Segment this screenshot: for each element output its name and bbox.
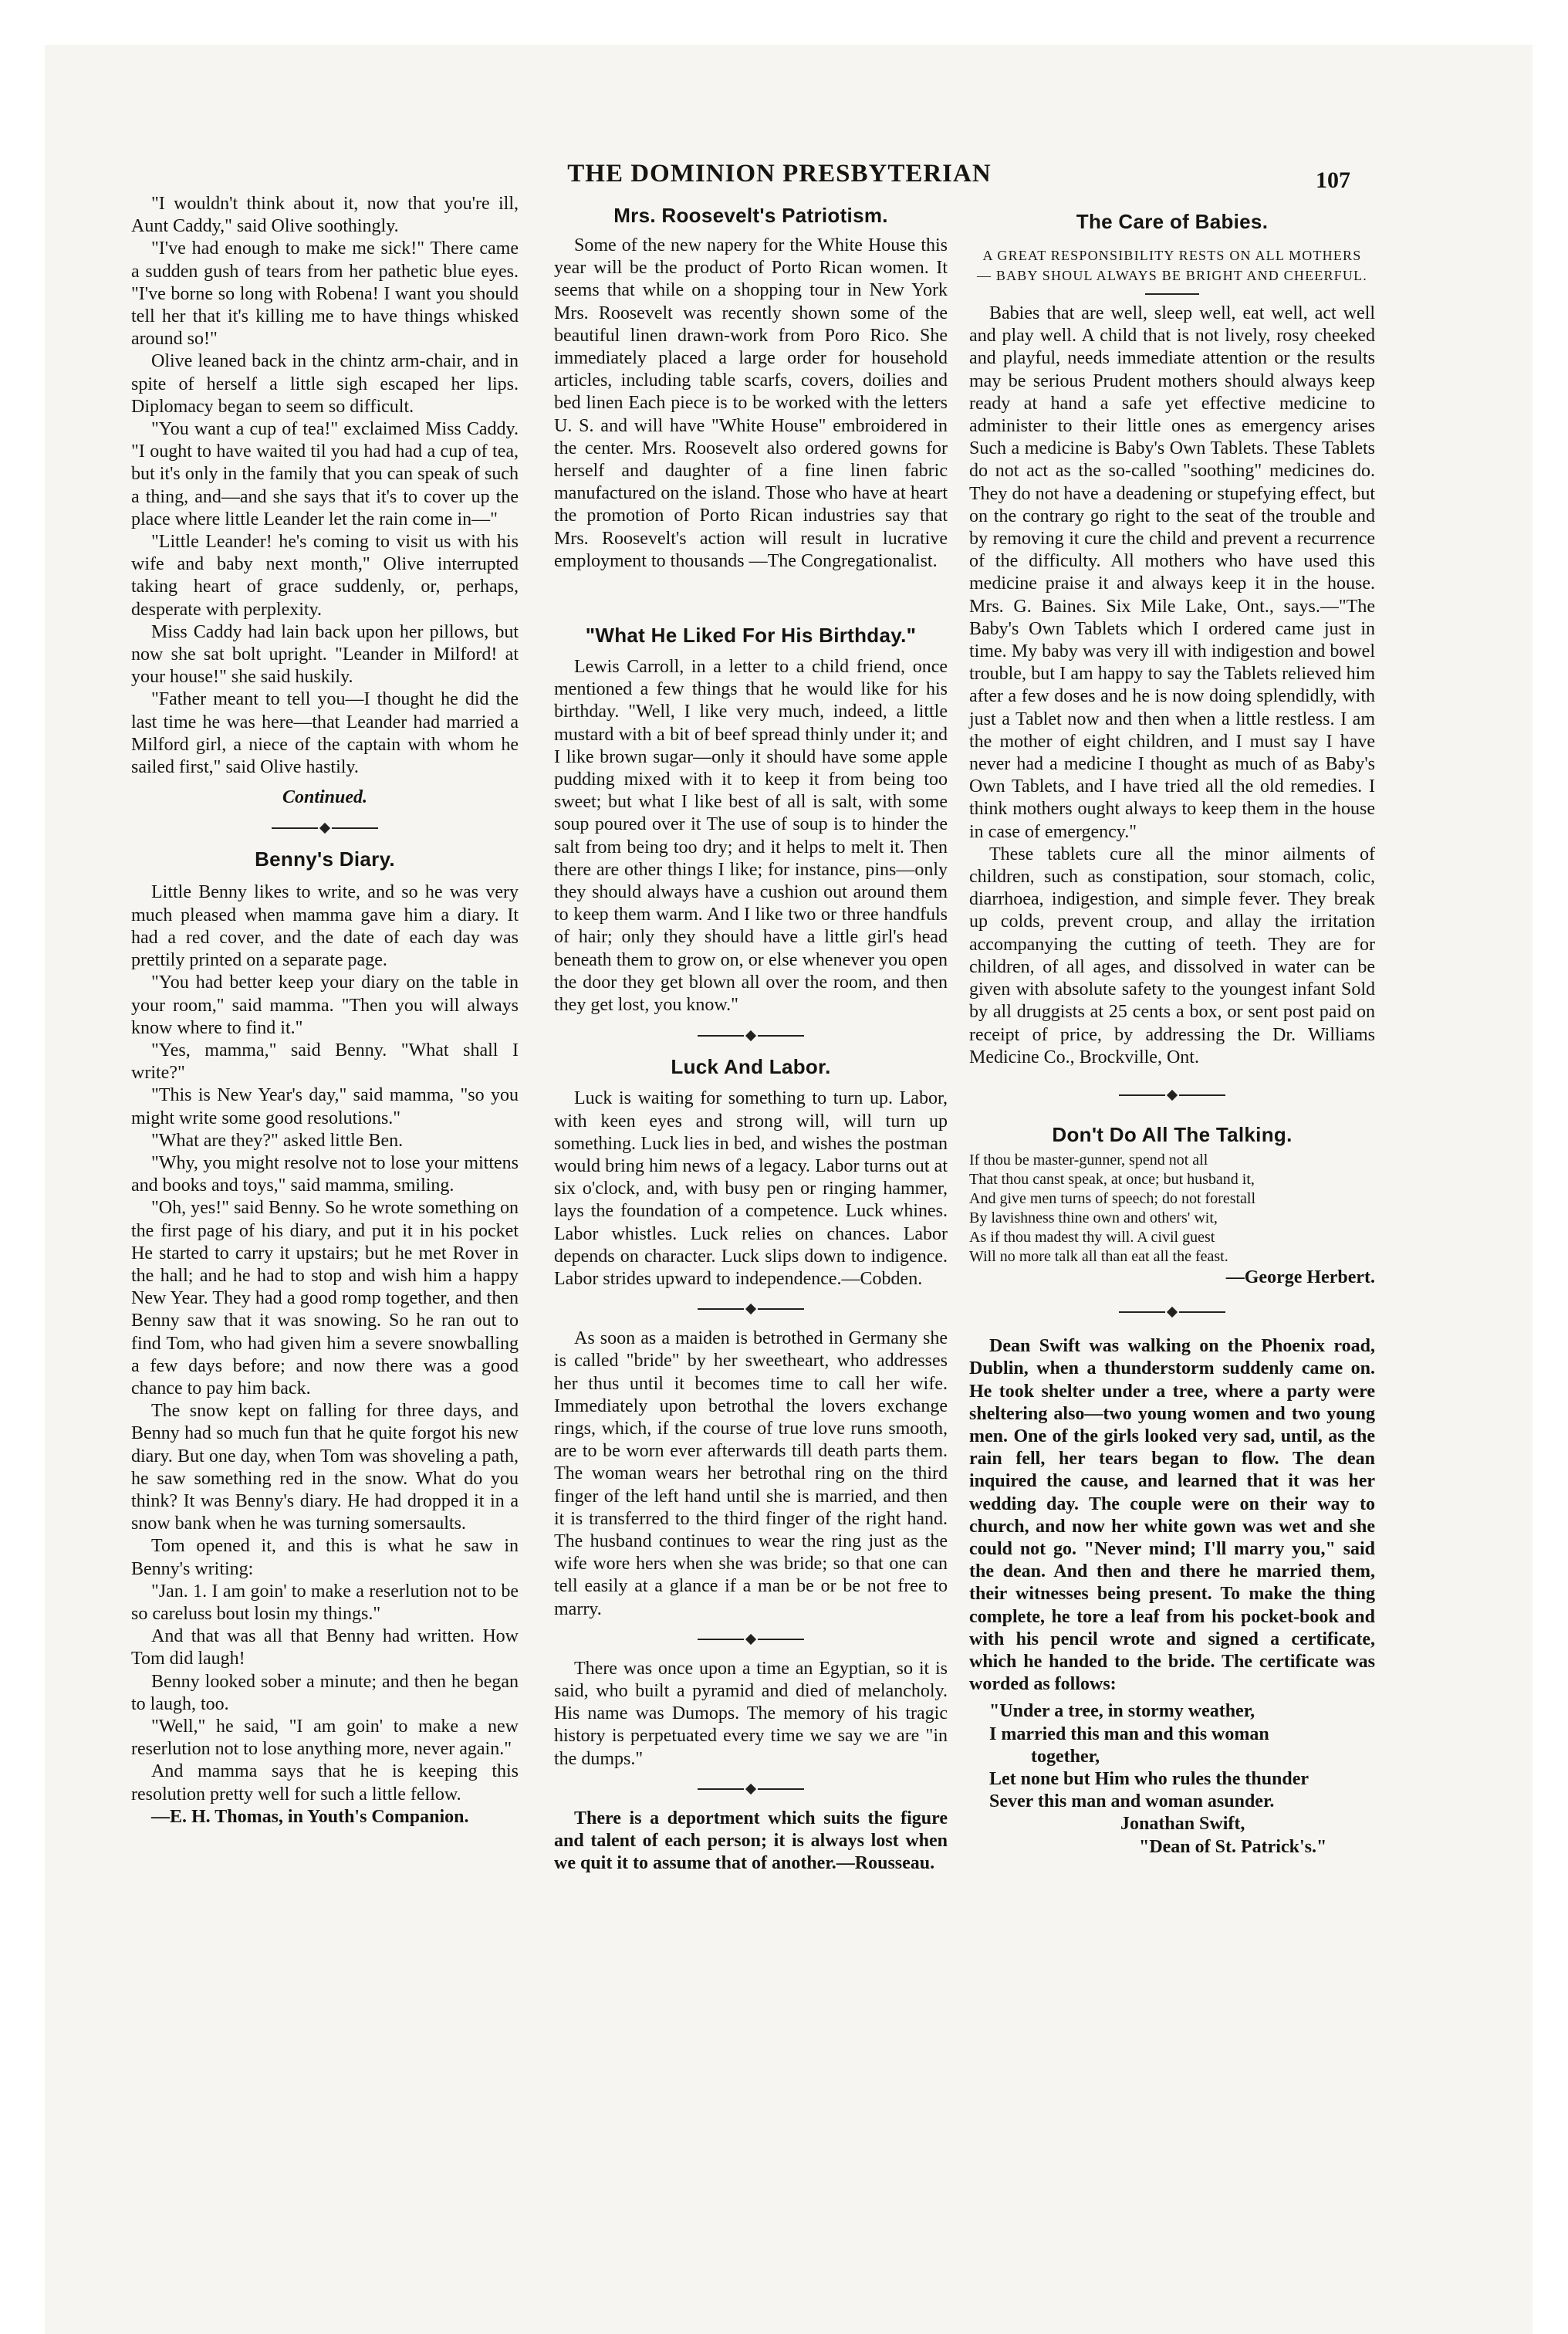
poem-credit: —George Herbert. [1225,1267,1375,1287]
section-ornament [131,820,519,835]
poem-line: That thou canst speak, at once; but husband it, [969,1170,1255,1188]
scan-margin-top [0,0,1568,45]
article-paragraph: Babies that are well, sleep well, eat well, act well and play well. A child that is not lively, rosy cheeked and playful, needs immediate attention or the results may be serious Prudent mothers should always keep ready at hand a safe yet effective medicine to administer to their little ones as emergency arises Such a medicine is Baby's Own Tablets. These Tablets do not act as the so-called "soothing" medicines do. They do not have a deadening or stupefying effect, but on the contrary go right to the seat of the trouble and by removing it cure the child and prevent a recurrence of the difficulty. All mothers who have used this medicine praise it and always keep it in the house. Mrs. G. Baines. Six Mile Lake, Ont., says.—"The Baby's Own Tablets which I ordered came just in time. My baby was very ill with indigestion and bowel trouble, but I am happy to say the Tablets relieved him after a few doses and he is now doing splendidly, with just a Tablet now and then when a little restless. I am the mother of eight children, and I must say I have never had a medicine I thought as much of as Baby's Own Tablets, and I have tried all the old remedies. I think mothers ought always to keep them in the house in case of emergency." [969,303,1375,842]
article-title-roosevelt: Mrs. Roosevelt's Patriotism. [613,204,888,227]
article-paragraph: "This is New Year's day," said mamma, "so you might write some good resolutions." [131,1085,519,1128]
verse-line: I married this man and this woman [989,1723,1269,1744]
section-ornament [969,1304,1375,1320]
divider [1145,293,1199,295]
verse-line: Sever this man and woman asunder. [989,1791,1275,1812]
article-subtitle: A GREAT RESPONSIBILITY RESTS ON ALL MOTHERS — BABY SHOUL ALWAYS BE BRIGHT AND CHEERFUL. [977,248,1367,283]
story-paragraph: "I wouldn't think about it, now that you're ill, Aunt Caddy," said Olive soothingly. [131,194,519,237]
article-title-bennys-diary: Benny's Diary. [255,847,395,871]
verse-signature: Jonathan Swift, [1120,1814,1245,1835]
article-paragraph: These tablets cure all the minor ailments of children, such as constipation, sour stomach, colic, diarrhoea, indigestion, and simple fever. They break up colds, prevent croup, and allay the irritation accompanying the cutting of teeth. They are for children, of all ages, and dissolved in water can be given with absolute safety to the youngest infant Sold by all druggists at 25 cents a box, or sent post paid on receipt of price, by addressing the Dr. Williams Medicine Co., Brockville, Ont. [969,844,1375,1067]
verse-line: together, [1031,1746,1100,1767]
column-middle [554,202,948,1875]
article-paragraph: There is a deportment which suits the figure and talent of each person; it is always lost when we quit it to assume that of another.—Rousseau. [554,1808,948,1874]
article-paragraph: Little Benny likes to write, and so he was very much pleased when mamma gave him a diary. It had a red cover, and the date of each day was prettily printed on a separate page. [131,882,519,971]
article-paragraph: The snow kept on falling for three days, and Benny had so much fun that he quite forgot his new diary. But one day, when Tom was shoveling a path, he saw something red in the snow. What do you think? It was Benny's diary. He had dropped it in a snow bank when he was turning somersaults. [131,1401,519,1534]
verse-line: Let none but Him who rules the thunder [989,1768,1309,1789]
poem-line: As if thou madest thy will. A civil guest [969,1228,1215,1246]
page-title: THE DOMINION PRESBYTERIAN [567,160,992,188]
verse-signature: "Dean of St. Patrick's." [1139,1836,1327,1857]
article-paragraph: "Oh, yes!" said Benny. So he wrote something on the first page of his diary, and put it in his pocket He started to carry it upstairs; but he met Rover in the hall; and he had to stop and wish him a happy New Year. They had a good romp together, and then Benny saw that it was snowing. So he ran out to find Tom, who had given him a severe snowballing a few days before; and now there was a good chance to pay him back. [131,1198,519,1399]
article-paragraph: Luck is waiting for something to turn up. Labor, with keen eyes and strong will, will turn up something. Luck lies in bed, and wishes the postman would bring him news of a legacy. Labor turns out at six o'clock, and, with busy pen or ringing hammer, lays the foundation of a competence. Luck whines. Labor whistles. Luck relies on chances. Labor depends on character. Luck slips down to indigence. Labor strides upward to independence.—Cobden. [554,1088,948,1289]
column-right [969,208,1375,1859]
poem-line: If thou be master-gunner, spend not all [969,1151,1208,1169]
article-paragraph: And that was all that Benny had written. How Tom did laugh! [131,1626,519,1669]
article-paragraph: As soon as a maiden is betrothed in Germany she is called "bride" by her sweetheart, who addresses her thus until it becomes time to call her wife. Immediately upon betrothal the lovers exchange rings, which, if the course of true love runs smooth, are to be worn ever afterwards till death parts them. The woman wears her betrothal ring on the third finger of the left hand until she is married, and then it is transferred to the third finger of the right hand. The husband continues to wear the ring just as the wife wore hers when she was bride; so that one can tell easily at a glance if a man be or be not free to marry. [554,1328,948,1619]
article-title-birthday: "What He Liked For His Birthday." [585,624,917,648]
poem-line: And give men turns of speech; do not forestall [969,1189,1256,1207]
certificate-verse [969,1700,1375,1858]
article-paragraph: "You had better keep your diary on the table in your room," said mamma. "Then you will always know where to find it." [131,972,519,1038]
section-ornament [554,1301,948,1317]
article-paragraph: Dean Swift was walking on the Phoenix road, Dublin, when a thunderstorm suddenly came on. He took shelter under a tree, where a party were sheltering also—two young women and two young men. One of the girls looked very sad, until, as the rain fell, her tears began to flow. The dean inquired the cause, and learned that it was her wedding day. The couple were on their way to church, and now her white gown was wet and she could not go. "Never mind; I'll marry you," said the dean. And then and there he married them, their witnesses being present. To make the thing complete, he tore a leaf from his pocket-book and with his pencil wrote and signed a certificate, which he handed to the bride. The certificate was worded as follows: [969,1336,1375,1695]
article-paragraph: There was once upon a time an Egyptian, so it is said, who built a pyramid and died of melancholy. His name was Dumops. The memory of his tragic history is perpetuated every time we say we are "in the dumps." [554,1658,948,1769]
poem-line: Will no more talk all than eat all the feast. [969,1247,1228,1265]
article-paragraph: Tom opened it, and this is what he saw in Benny's writing: [131,1536,519,1579]
article-title-dont-do-all-the-talking: Don't Do All The Talking. [1052,1122,1293,1146]
article-credit: —E. H. Thomas, in Youth's Companion. [151,1806,469,1827]
section-ornament [554,1027,948,1043]
page-number: 107 [1316,167,1350,193]
scan-margin-right [1533,0,1568,2334]
article-paragraph: And mamma says that he is keeping this resolution pretty well for such a little fellow. [131,1761,519,1805]
section-ornament [969,1088,1375,1103]
article-paragraph: "Why, you might resolve not to lose your mittens and books and toys," said mamma, smiling. [131,1152,519,1196]
story-paragraph: "Little Leander! he's coming to visit us with his wife and baby next month," Olive interrupted taking heart of grace suddenly, or, perhaps, desperate with perplexity. [131,532,519,620]
story-paragraph: "You want a cup of tea!" exclaimed Miss Caddy. "I ought to have waited til you had had a cup of tea, but it's only in the family that you can speak of such a thing, and—and she says that it's to cover up the place where little Leander let the rain come in—" [131,419,519,529]
section-ornament [554,1781,948,1797]
story-paragraph: "I've had enough to make me sick!" There came a sudden gush of tears from her pathetic blue eyes. "I've borne so long with Robena! I want you should tell her that it's killing me to have things whisked around so!" [131,238,519,350]
continued-note: Continued. [282,787,368,808]
story-paragraph: Olive leaned back in the chintz arm-chair, and in spite of herself a little sigh escaped her lips. Diplomacy began to seem so difficult. [131,351,519,417]
poem [969,1151,1375,1267]
article-paragraph: "Yes, mamma," said Benny. "What shall I write?" [131,1040,519,1084]
column-left [131,193,519,1828]
story-paragraph: Miss Caddy had lain back upon her pillows, but now she sat bolt upright. "Leander in Milford! at your house!" she said huskily. [131,621,519,688]
poem-line: By lavishness thine own and others' wit, [969,1209,1218,1226]
scan-margin-left [0,0,45,2334]
article-paragraph: Some of the new napery for the White House this year will be the product of Porto Rican women. It seems that while on a shopping tour in New York Mrs. Roosevelt was recently shown some of the beautiful linen drawn-work from Poro Rico. She immediately placed a large order for household articles, including table scarfs, covers, doilies and bed linen Each piece is to be worked with the letters U. S. and will have "White House" embroidered in the center. Mrs. Roosevelt also ordered gowns for herself and daughter of a fine linen fabric manufactured on the island. Those who have at heart the promotion of Porto Rican industries say that Mrs. Roosevelt's action will result in lucrative employment to thousands —The Congregationalist. [554,235,948,571]
story-paragraph: "Father meant to tell you—I thought he did the last time he was here—that Leander had married a Milford girl, a niece of the captain with whom he sailed first," said Olive hastily. [131,689,519,778]
article-paragraph: "What are they?" asked little Ben. [151,1130,404,1151]
article-paragraph: "Jan. 1. I am goin' to make a reserlution not to be so careluss bout losin my things." [131,1581,519,1624]
article-paragraph: Lewis Carroll, in a letter to a child friend, once mentioned a few things that he would like for his birthday. "Well, I like very much, indeed, a little mustard with a bit of beef spread thinly under it; and I like brown sugar—only it should have some apple pudding mixed with it to keep it from being too sweet; but what I like best of all is salt, with some soup poured over it The use of soup is to hinder the salt from being too dry; and it helps to melt it. Then there are other things I like; for instance, pins—only they should always have a cushion out around them to keep them warm. And I like two or three handfuls of hair; only they should have a little girl's head beneath them to grow on, or else whenever you open the door they get blown all over the room, and then they get lost, you know." [554,657,948,1016]
article-title-care-of-babies: The Care of Babies. [1076,210,1269,233]
section-ornament [554,1632,948,1647]
article-paragraph: "Well," he said, "I am goin' to make a new reserlution not to lose anything more, never again." [131,1717,519,1760]
article-paragraph: Benny looked sober a minute; and then he began to laugh, too. [131,1671,519,1714]
verse-line: "Under a tree, in stormy weather, [989,1701,1255,1722]
section-ornament [554,590,948,605]
article-title-luck-and-labor: Luck And Labor. [671,1055,831,1079]
